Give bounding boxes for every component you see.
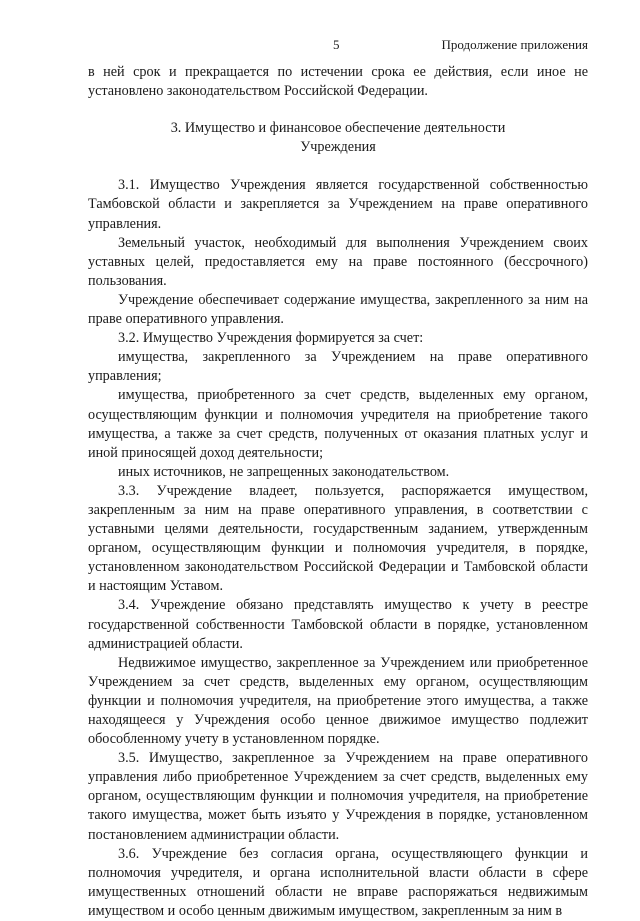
paragraph-real-estate: Недвижимое имущество, закрепленное за Учреждением или приобретенное Учреждением за счет средств, выделенных ему органом, осуществляющим функции и полномочия учредителя, на приобретение этого имущества, а также находящееся у Учреждения особо ценное движимое имущество подлежит обособленному учету в установленном порядке. (88, 654, 588, 748)
paragraph-3-2-item-2: имущества, приобретенного за счет средств, выделенных ему органом, осуществляющим функции и полномочия учредителя на приобретение такого имущества, а также за счет средств, полученных от оказания платных услуг и иной приносящей доход деятельности; (88, 387, 588, 461)
page-number: 5 (333, 37, 340, 52)
document-body (88, 63, 588, 921)
section-heading (88, 119, 588, 157)
paragraph-3-6: 3.6. Учреждение без согласия органа, осуществляющего функции и полномочия учредителя, и органа исполнительной власти области в сфере имущественных отношений области не вправе распоряжаться недвижимым имуществом и особо ценным движимым имуществом, закрепленным за ним в (88, 845, 588, 919)
paragraph-maintenance: Учреждение обеспечивает содержание имущества, закрепленного за ним на праве оперативного управления. (88, 291, 588, 328)
continuation-note: Продолжение приложения (441, 37, 588, 52)
paragraph-3-3: 3.3. Учреждение владеет, пользуется, распоряжается имуществом, закрепленным за ним на праве оперативного управления, в соответствии с уставными целями деятельности, государственным заданием, утвержденным органом, осуществляющим функции и полномочия учредителя, в порядке, установленном законодательством Российской Федерации и Тамбовской области и настоящим Уставом. (88, 482, 588, 595)
paragraph-3-2-item-1: имущества, закрепленного за Учреждением на праве оперативного управления; (88, 349, 588, 385)
section-title-line2: Учреждения (300, 139, 376, 156)
paragraph-land-plot: Земельный участок, необходимый для выполнения Учреждением своих уставных целей, предоставляется ему на праве постоянного (бессрочного) пользования. (88, 234, 588, 289)
section-title-line1: 3. Имущество и финансовое обеспечение деятельности (170, 120, 506, 137)
paragraph-3-2-item-3: иных источников, не запрещенных законодательством. (118, 463, 450, 480)
intro-paragraph: в ней срок и прекращается по истечении срока ее действия, если иное не установлено законодательством Российской Федерации. (88, 64, 588, 100)
paragraph-3-5: 3.5. Имущество, закрепленное за Учреждением на праве оперативного управления либо приобретенное Учреждением за счет средств, выделенных ему органом, осуществляющим функции и полномочия учредителя, на приобретение такого имущества, может быть изъято у Учреждения в порядке, установленном постановлением администрации области. (88, 750, 588, 843)
paragraph-3-2: 3.2. Имущество Учреждения формируется за счет: (118, 330, 424, 347)
paragraph-3-1: 3.1. Имущество Учреждения является государственной собственностью Тамбовской области и закрепляется за Учреждением на праве оперативного управления. (88, 177, 588, 232)
paragraph-3-4: 3.4. Учреждение обязано представлять имущество к учету в реестре государственной собственности Тамбовской области в порядке, установленном администрацией области. (88, 597, 588, 652)
